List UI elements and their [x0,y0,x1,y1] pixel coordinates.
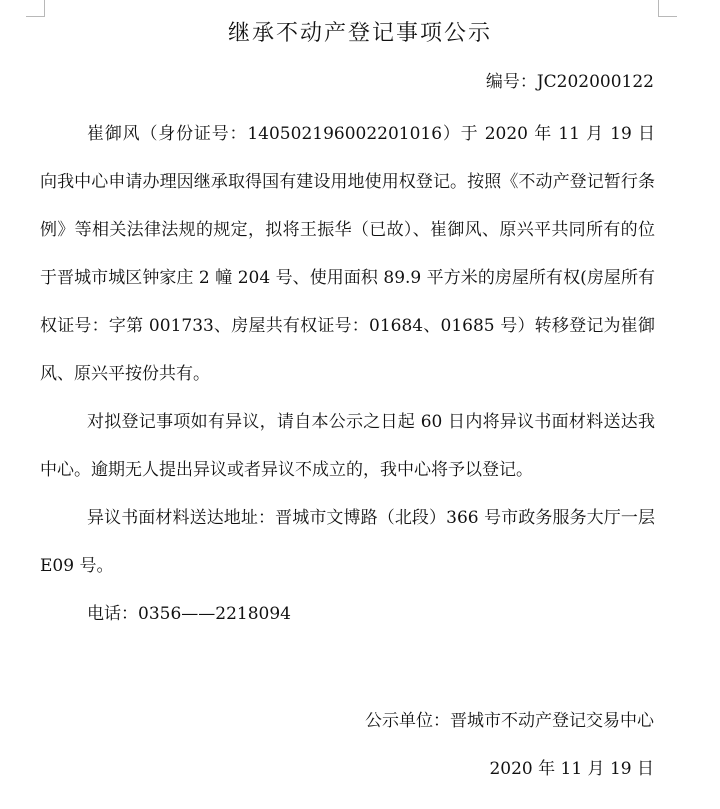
paragraph-phone: 电话：0356——2218094 [87,604,291,624]
document-number: 编号：JC202000122 [485,72,654,92]
signature-date: 2020 年 11 月 19 日 [489,759,654,779]
document-title: 继承不动产登记事项公示 [227,21,492,46]
document-body [40,110,655,638]
paragraph-delivery-address: 异议书面材料送达地址：晋城市文博路（北段）366 号市政务服务大厅一层 E09 号。 [40,508,655,576]
signature-unit: 公示单位：晋城市不动产登记交易中心 [365,711,654,731]
paragraph-application: 崔御风（身份证号：140502196002201016）于 2020 年 11 月 19 日向我中心申请办理因继承取得国有建设用地使用权登记。按照《不动产登记暂行条例》等相关法律法规的规定，拟将王振华（已故）、崔御风、原兴平共同所有的位于晋城市城区钟家庄 2 幢 204 号、使用面积 89.9 平方米的房屋所有权(房屋所有权证号：字第 001733、房屋共有权证号：01684、01685 号）转移登记为崔御风、原兴平按份共有。 [40,124,655,384]
paragraph-objection-notice: 对拟登记事项如有异议，请自本公示之日起 60 日内将异议书面材料送达我中心。逾期无人提出异议或者异议不成立的，我中心将予以登记。 [40,412,655,480]
margin-corner-mark-left [26,0,45,17]
margin-corner-mark-right [658,0,677,17]
